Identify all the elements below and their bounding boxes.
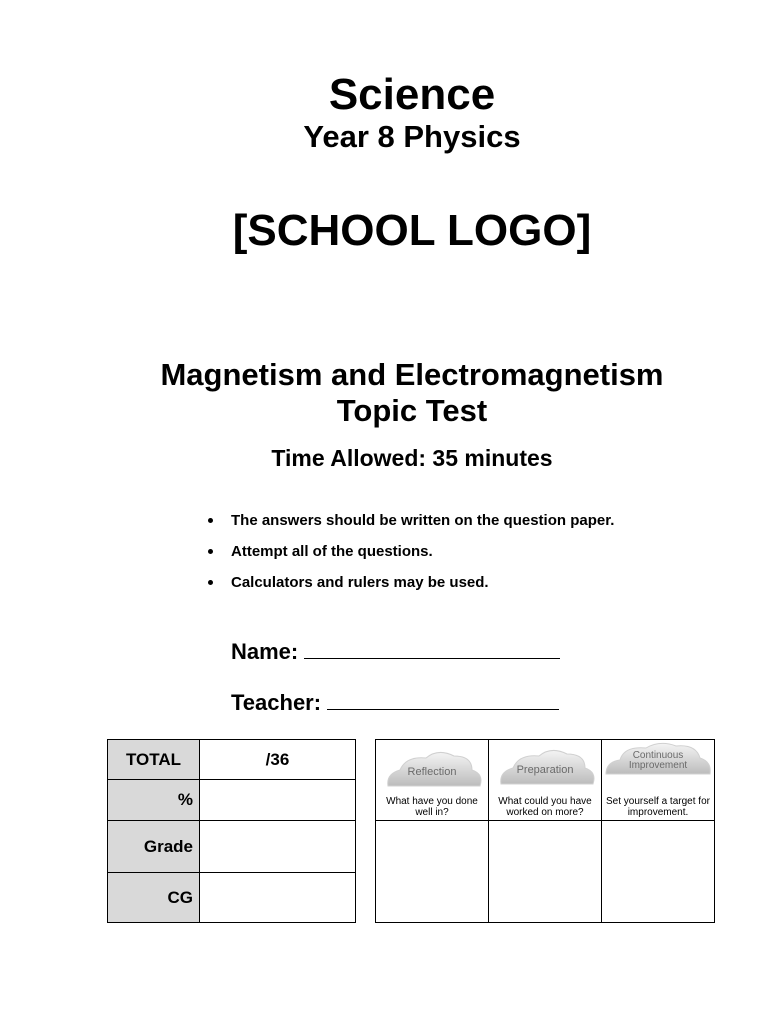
subject-title: Science — [328, 70, 496, 119]
teacher-input-line[interactable] — [327, 689, 559, 710]
reflection-table — [375, 739, 715, 923]
marks-label-grade: Grade — [108, 821, 200, 873]
marks-value-percent[interactable] — [200, 780, 356, 821]
time-allowed: Time Allowed: 35 minutes — [271, 445, 553, 471]
table-row — [108, 780, 356, 821]
name-input-line[interactable] — [304, 638, 560, 659]
marks-value-grade[interactable] — [200, 821, 356, 873]
instructions-list — [205, 512, 614, 605]
table-row — [108, 740, 356, 780]
table-row — [376, 821, 715, 923]
improvement-heading — [602, 751, 714, 771]
preparation-header-cell — [489, 740, 602, 821]
marks-label-cg: CG — [108, 873, 200, 923]
reflection-answer-cell[interactable] — [376, 821, 489, 923]
test-title — [28, 357, 768, 429]
teacher-field — [231, 689, 559, 716]
cloud-icon — [376, 740, 488, 790]
improvement-heading-line2: Improvement — [628, 760, 688, 771]
test-title-line1: Magnetism and Electromagnetism — [160, 357, 664, 392]
reflection-heading: Reflection — [407, 766, 457, 778]
instruction-item: The answers should be written on the question paper. — [205, 512, 614, 543]
improvement-heading-line1: Continuous — [632, 750, 684, 761]
name-label: Name: — [231, 639, 299, 664]
table-row — [376, 740, 715, 821]
marks-label-percent: % — [108, 780, 200, 821]
preparation-answer-cell[interactable] — [489, 821, 602, 923]
improvement-answer-cell[interactable] — [602, 821, 715, 923]
year-subtitle: Year 8 Physics — [303, 119, 521, 154]
marks-value-cg[interactable] — [200, 873, 356, 923]
reflection-header-cell — [376, 740, 489, 821]
table-row — [108, 873, 356, 923]
table-row — [108, 821, 356, 873]
name-field — [231, 638, 560, 665]
cloud-icon — [602, 740, 714, 790]
teacher-label: Teacher: — [231, 690, 322, 715]
school-logo-placeholder: [SCHOOL LOGO] — [232, 206, 592, 255]
preparation-heading: Preparation — [516, 764, 574, 776]
instruction-item: Calculators and rulers may be used. — [205, 574, 614, 605]
reflection-prompt: What have you done well in? — [386, 796, 478, 818]
marks-table — [107, 739, 356, 923]
test-title-line2: Topic Test — [336, 393, 488, 428]
improvement-prompt: Set yourself a target for improvement. — [606, 796, 710, 818]
marks-label-total: TOTAL — [108, 740, 200, 780]
instruction-item: Attempt all of the questions. — [205, 543, 614, 574]
cloud-icon — [489, 740, 601, 790]
improvement-header-cell — [602, 740, 715, 821]
preparation-prompt: What could you have worked on more? — [498, 796, 592, 818]
marks-value-total: /36 — [200, 740, 356, 780]
